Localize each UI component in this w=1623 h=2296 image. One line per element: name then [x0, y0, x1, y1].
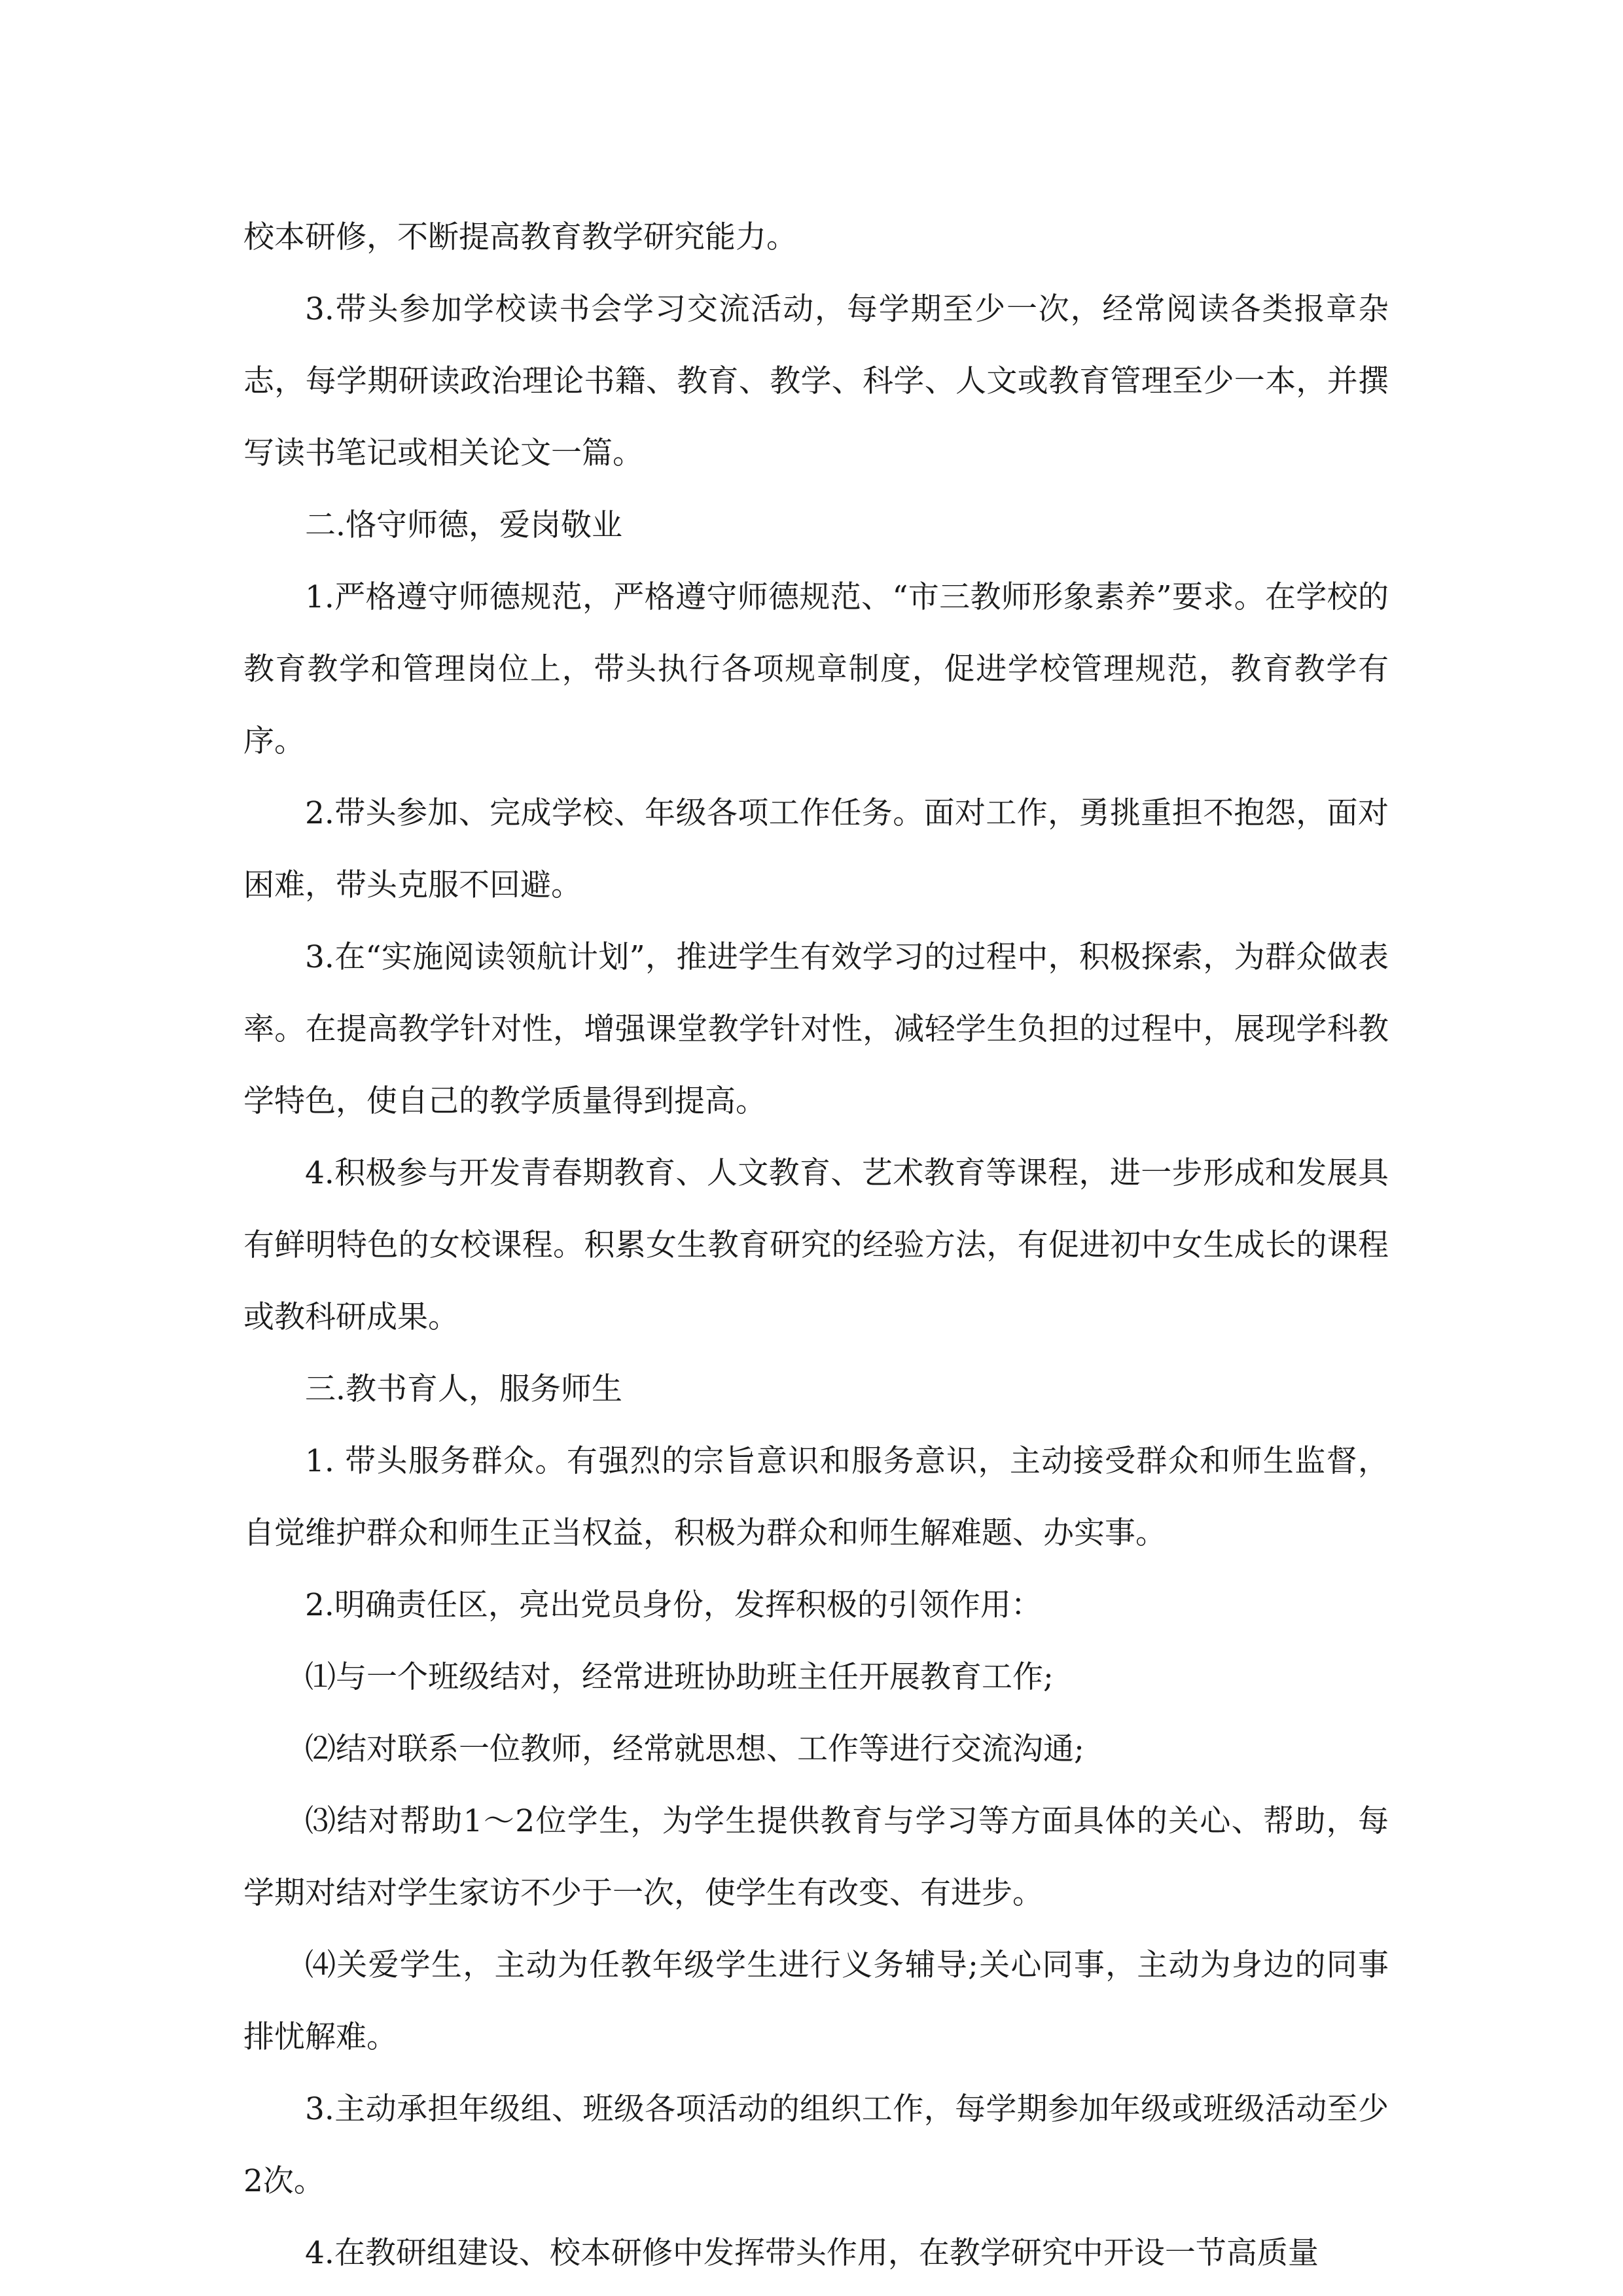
paragraph: 1.严格遵守师德规范，严格遵守师德规范、“市三教师形象素养”要求。在学校的教育教学和管理岗位上，带头执行各项规章制度，促进学校管理规范，教育教学有序。 [243, 579, 1389, 759]
paragraph: 3.主动承担年级组、班级各项活动的组织工作，每学期参加年级或班级活动至少2次。 [243, 2091, 1389, 2199]
list-item: ⑶结对帮助1～2位学生，为学生提供教育与学习等方面具体的关心、帮助，每学期对结对学生家访不少于一次，使学生有改变、有进步。 [243, 1803, 1389, 1911]
paragraph: 2.带头参加、完成学校、年级各项工作任务。面对工作，勇挑重担不抱怨，面对困难，带头克服不回避。 [243, 795, 1389, 903]
document-body [243, 202, 1389, 2289]
list-item: ⑷关爱学生，主动为任教年级学生进行义务辅导;关心同事，主动为身边的同事排忧解难。 [243, 1947, 1389, 2055]
paragraph: 4.在教研组建设、校本研修中发挥带头作用，在教学研究中开设一节高质量 [305, 2235, 1319, 2271]
paragraph: 3.带头参加学校读书会学习交流活动，每学期至少一次，经常阅读各类报章杂志，每学期研读政治理论书籍、教育、教学、科学、人文或教育管理至少一本，并撰写读书笔记或相关论文一篇。 [243, 291, 1389, 471]
list-item: ⑵结对联系一位教师，经常就思想、工作等进行交流沟通; [305, 1731, 1084, 1767]
paragraph: 校本研修，不断提高教育教学研究能力。 [243, 219, 797, 255]
paragraph: 4.积极参与开发青春期教育、人文教育、艺术教育等课程，进一步形成和发展具有鲜明特色的女校课程。积累女生教育研究的经验方法，有促进初中女生成长的课程或教科研成果。 [243, 1155, 1389, 1335]
section-heading: 三.教书育人，服务师生 [305, 1371, 622, 1407]
paragraph: 1. 带头服务群众。有强烈的宗旨意识和服务意识，主动接受群众和师生监督，自觉维护群众和师生正当权益，积极为群众和师生解难题、办实事。 [243, 1443, 1389, 1551]
list-item: ⑴与一个班级结对，经常进班协助班主任开展教育工作; [305, 1659, 1054, 1695]
section-heading: 二.恪守师德，爱岗敬业 [305, 507, 622, 543]
paragraph: 2.明确责任区，亮出党员身份，发挥积极的引领作用： [305, 1587, 1042, 1623]
paragraph: 3.在“实施阅读领航计划”，推进学生有效学习的过程中，积极探索，为群众做表率。在提高教学针对性，增强课堂教学针对性，减轻学生负担的过程中，展现学科教学特色，使自己的教学质量得到提高。 [243, 939, 1389, 1119]
